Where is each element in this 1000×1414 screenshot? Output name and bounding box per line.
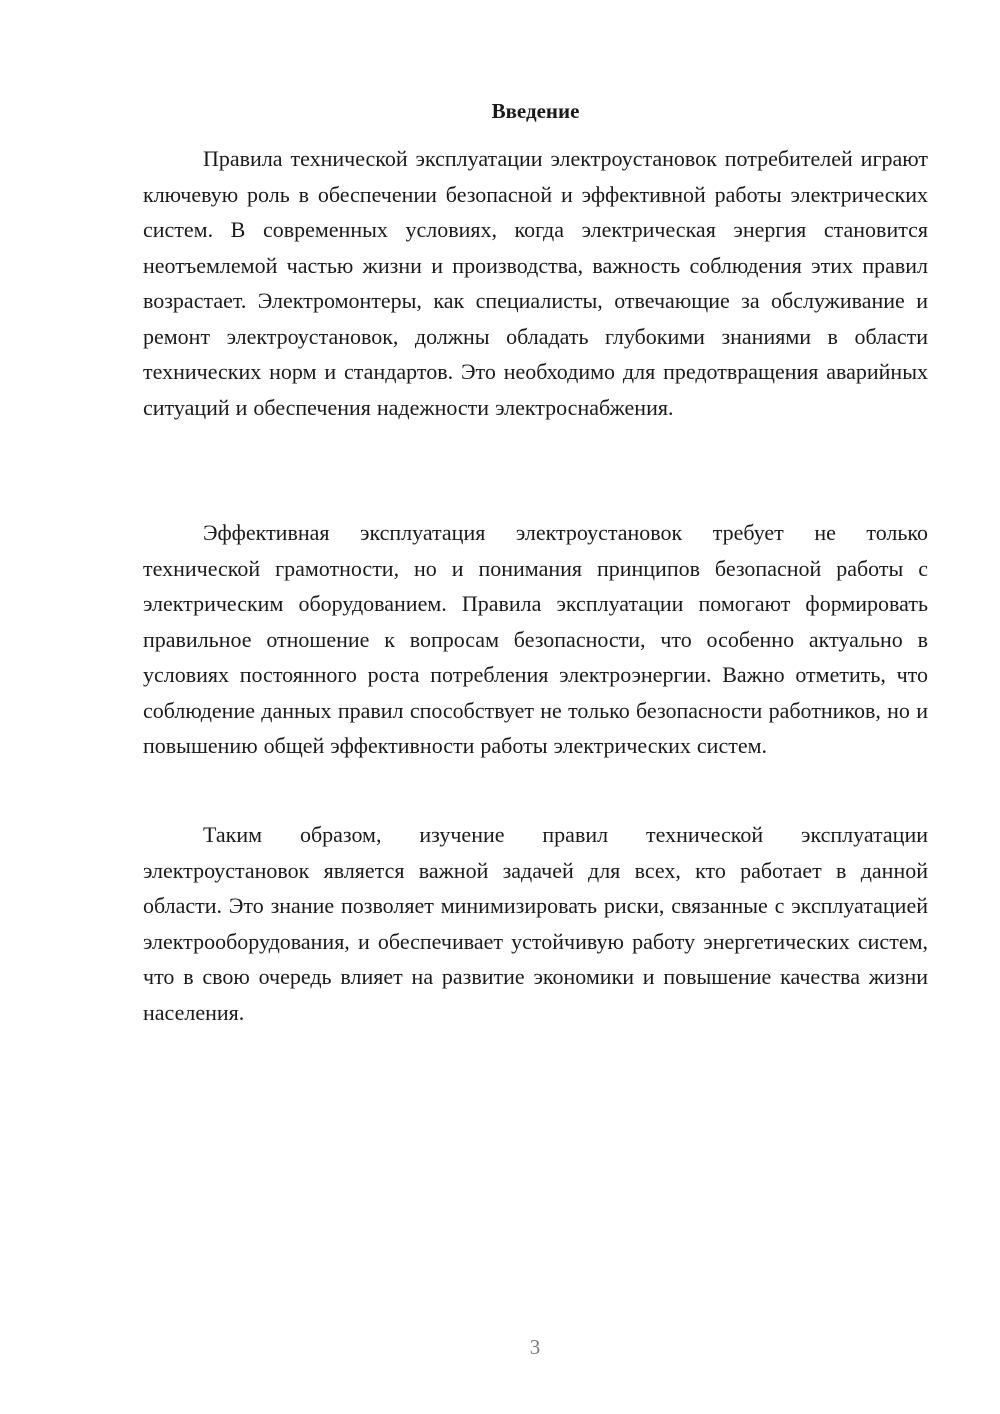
paragraph-3: Таким образом, изучение правил технической эксплуатации электроустановок является важной задачей для всех, кто работает в данной области. Это знание позволяет минимизировать риски, связанные с эксплуатацией электрооборудования, и обеспечивает устойчивую работу энергетических систем, что в свою очередь влияет на развитие экономики и повышение качества жизни населения. bbox=[143, 822, 928, 1025]
page-number: 3 bbox=[529, 1335, 541, 1359]
section-title: Введение bbox=[491, 99, 580, 123]
paragraph-1: Правила технической эксплуатации электроустановок потребителей играют ключевую роль в обеспечении безопасной и эффективной работы электрических систем. В современных условиях, когда электрическая энергия становится неотъемлемой частью жизни и производства, важность соблюдения этих правил возрастает. Электромонтеры, как специалисты, отвечающие за обслуживание и ремонт электроустановок, должны обладать глубокими знаниями в области технических норм и стандартов. Это необходимо для предотвращения аварийных ситуаций и обеспечения надежности электроснабжения. bbox=[143, 146, 928, 420]
paragraph-2: Эффективная эксплуатация электроустановок требует не только технической грамотности, но и понимания принципов безопасной работы с электрическим оборудованием. Правила эксплуатации помогают формировать правильное отношение к вопросам безопасности, что особенно актуально в условиях постоянного роста потребления электроэнергии. Важно отметить, что соблюдение данных правил способствует не только безопасности работников, но и повышению общей эффективности работы электрических систем. bbox=[143, 520, 928, 758]
